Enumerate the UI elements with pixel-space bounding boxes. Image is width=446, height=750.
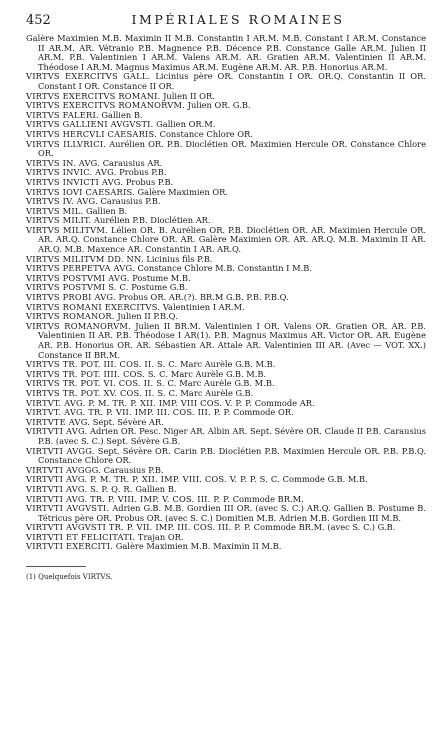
entry-legend: VIRTVS ROMANI EXERCITVS. bbox=[26, 301, 161, 312]
entry-legend: VIRTVTI EXERCITI. bbox=[26, 541, 114, 552]
entry-legend: VIRTVS POSTVMI S. C. bbox=[26, 282, 129, 293]
entry-legend: VIRTVS IN. AVG. bbox=[26, 157, 101, 168]
entry-legend: VIRTVS IOVI CAESARIS. bbox=[26, 186, 135, 197]
entry-text: Valentinien I AR.M. bbox=[162, 301, 245, 312]
catalogue-entry bbox=[26, 447, 426, 466]
entry-legend: VIRTVS PROBI AVG. bbox=[26, 292, 116, 303]
entry-legend: VIRTVT. AVG. P. M. TR. P. XII. IMP. VIII COS. V. P. P. bbox=[26, 397, 253, 408]
catalogue-entry bbox=[26, 427, 426, 446]
entry-legend: VIRTVS MILIT. bbox=[26, 215, 92, 226]
entry-legend: VIRTVS FALERI. bbox=[26, 109, 99, 120]
entry-text: Gallien B. bbox=[135, 483, 177, 494]
entry-legend: VIRTVTI AVG. P. M. TR. P. XII. IMP. VIII. COS. V. P. P. S. C. bbox=[26, 474, 281, 485]
entry-text: Commode BR.M. bbox=[232, 493, 304, 504]
entry-text: Commode BR.M. (avec S. C.) G.B. bbox=[253, 522, 396, 533]
entry-text: Carausius P.B. bbox=[103, 464, 164, 475]
entry-text: Sept. Sévère AR. bbox=[92, 416, 164, 427]
entry-text: Commode G.B. M.B. bbox=[282, 474, 368, 485]
entry-legend: VIRTVTI AVGVSTI TR. P. VII. IMP. III. COS. III. P. P. bbox=[26, 522, 252, 533]
footnote-rule bbox=[26, 566, 86, 567]
entry-text: Licinius père OR. Constantin I OR. OR.Q. Constantin II OR. Constant I OR. Constance II OR. bbox=[38, 71, 426, 91]
catalogue-entry bbox=[26, 226, 426, 255]
entry-legend: VIRTVTI AVG. TR. P. VIII. IMP. V. COS. III. P. P. bbox=[26, 493, 231, 504]
entry-legend: VIRTVS TR. POT. IIII. COS. S. C. bbox=[26, 368, 169, 379]
entry-legend: VIRTVTI AVGG. bbox=[26, 445, 95, 456]
entry-text: Probus P.B. bbox=[125, 176, 174, 187]
entry-text: Lélien OR. B. Aurélien OR. P.B. Dioclétien OR. AR. Maximien Hercule OR. AR. AR.Q. Constance Chlore OR. AR. Galère Maximien OR. AR. AR.Q. M.B. Maximin II AR. AR.Q. M.B. Maxence AR. Constantin I AR. AR.Q. bbox=[38, 224, 427, 255]
entry-legend: VIRTVS EXERCITVS ROMANORVM. bbox=[26, 100, 186, 111]
entry-legend: VIRTVTI AVGVSTI. bbox=[26, 503, 110, 514]
entry-text: Julien OR. G.B. bbox=[187, 100, 251, 111]
catalogue-entry bbox=[26, 504, 426, 523]
entry-legend: VIRTVS IV. AVG. bbox=[26, 196, 98, 207]
entry-text: Sept. Sévère OR. Carin P.B. Dioclétien P.B. Maximien Hercule OR. P.B. P.B.Q. Constance Chlore OR. bbox=[38, 445, 427, 466]
entry-legend: VIRTVTE AVG. bbox=[26, 416, 91, 427]
entry-text: Aurélien P.B. Dioclétien AR. bbox=[93, 215, 211, 226]
catalogue-entry bbox=[26, 322, 426, 360]
entry-legend: VIRTVS TR. POT. III. COS. II. S. C. bbox=[26, 359, 178, 370]
entry-text: Probus P.B. bbox=[119, 167, 167, 178]
entry-text: Adrien OR. Pesc. Niger AR. Albin AR. Sept. Sévère OR. Claude II P.B. Carausius P.B. (avec S. C.) Sept. Sévère G.B. bbox=[38, 426, 426, 446]
entry-legend: VIRTVS PERPETVA AVG. bbox=[26, 263, 135, 274]
entry-legend: VIRTVS INVICTI AVG. bbox=[26, 176, 124, 187]
entry-text: Constance Chlore OR. bbox=[159, 128, 253, 139]
entry-text: Licinius fils P.B. bbox=[146, 253, 213, 264]
entry-legend: VIRTVT. AVG. TR. P. VII. IMP. III. COS. III. P. P. bbox=[26, 407, 231, 418]
entry-text: Galère Maximien M.B. Maximin II M.B. Constantin I AR.M. M.B. Constant I AR.M. Constance II AR.M. AR. Vétranio P.B. Magnence P.B. Décence P.B. Constance Galle AR.M. Julien II AR.M. P.B. Valentinien I AR.M. Valens AR.M. AR. Gratien AR.M. Valentinien II AR.M. Théodose I AR.M. Magnus Maximus AR.M. Eugène AR.M. AR. P.B. Honorius AR.M. bbox=[26, 33, 426, 72]
entry-text: Constance Chlore M.B. Constantin I M.B. bbox=[137, 263, 312, 274]
entry-text: Gallien B. bbox=[85, 205, 128, 216]
catalogue-body bbox=[26, 34, 426, 552]
entry-legend: VIRTVS ROMANOR. bbox=[26, 311, 115, 322]
entry-text: Gallien OR.M. bbox=[156, 119, 216, 130]
entry-text: Carausius AR. bbox=[102, 157, 163, 168]
page-header bbox=[26, 12, 426, 30]
entry-legend: VIRTVTI AVG. bbox=[26, 426, 88, 437]
entry-text: Aurélien OR. P.B. Dioclétien OR. Maximien Hercule OR. Constance Chlore OR. bbox=[38, 138, 426, 159]
entry-legend: VIRTVS GALLIENI AVGVSTI. bbox=[26, 119, 154, 130]
entry-text: Marc Aurèle G.B. M.B. bbox=[179, 378, 275, 389]
catalogue-entry bbox=[26, 72, 426, 91]
entry-text: Postume G.B. bbox=[131, 282, 188, 293]
entry-legend: VIRTVTI ET FELICITATI. bbox=[26, 531, 136, 542]
entry-text: Julien II BR.M. Valentinien I OR. Valens OR. Gratien OR. AR. P.B. Valentinien II AR. P.B. Théodose I AR(1). P.B. Magnus Maximus AR. Victor OR. AR. Eugène AR. P.B. Honorius OR. AR. Sébastien AR. Attale AR. Valentinien III AR. (Avec — VOT. XX.) Constance II BR.M. bbox=[38, 320, 427, 360]
entry-legend: VIRTVS MILITVM DD. NN. bbox=[26, 253, 144, 264]
entry-text: Probus OR. AR.(?). BR.M G.B. P.B. P.B.Q. bbox=[118, 292, 289, 303]
entry-legend: VIRTVTI AVG. S. P. Q. R. bbox=[26, 483, 133, 494]
entry-legend: VIRTVS INVIC. AVG. bbox=[26, 167, 117, 178]
entry-text: Postume M.B. bbox=[132, 272, 191, 283]
running-head: IMPÉRIALES ROMAINES bbox=[131, 12, 345, 27]
entry-legend: VIRTVS TR. POT. XV. COS. II. S. C. bbox=[26, 387, 178, 398]
entry-legend: VIRTVS TR. POT. VI. COS. II. S. C. bbox=[26, 378, 177, 389]
entry-legend: VIRTVS POSTVMI AVG. bbox=[26, 272, 130, 283]
entry-text: Julien II OR. bbox=[163, 90, 215, 101]
catalogue-entry bbox=[26, 542, 426, 552]
entry-text: Marc Aurèle G.B. M.B. bbox=[170, 368, 267, 379]
entry-text: Marc Aurèle G.B. bbox=[180, 387, 254, 398]
entry-text: Carausius P.B. bbox=[100, 196, 161, 207]
entry-legend: VIRTVS ILLVRICI. bbox=[26, 138, 107, 149]
entry-text: Commode OR. bbox=[233, 407, 294, 418]
entry-legend: VIRTVS EXERCITVS GALL. bbox=[26, 71, 151, 82]
entry-legend: VIRTVS MIL. bbox=[26, 205, 84, 216]
entry-legend: VIRTVS ROMANORVM. bbox=[26, 320, 131, 331]
entry-text: Marc Aurèle G.B. M.B. bbox=[180, 359, 276, 370]
entry-legend: VIRTVS HERCVLI CAESARIS. bbox=[26, 128, 157, 139]
entry-text: Julien II P.B.Q. bbox=[117, 311, 178, 322]
entry-text: Galère Maximien M.B. Maximin II M.B. bbox=[115, 541, 282, 552]
footnote: (1) Quelquefois VIRTVS. bbox=[26, 573, 113, 582]
entry-legend: VIRTVTI AVGGG. bbox=[26, 464, 101, 475]
entry-text: Trajan OR. bbox=[137, 531, 184, 542]
entry-text: Adrien G.B. M.B. Gordien III OR. (avec S. C.) AR.Q. Gallien B. Postume B. Tétricus père OR. Probus OR. (avec S. C.) Domitien M.B. Adrien M.B. Gordien III M.B. bbox=[38, 503, 426, 523]
catalogue-entry bbox=[26, 140, 426, 159]
entry-legend: VIRTVS MILITVM. bbox=[26, 224, 108, 235]
catalogue-entry bbox=[26, 34, 426, 72]
entry-text: Gallien B. bbox=[101, 109, 143, 120]
entry-text: Commode AR. bbox=[254, 397, 315, 408]
entry-legend: VIRTVS EXERCITVS ROMANI. bbox=[26, 90, 161, 101]
entry-text: Galère Maximien OR. bbox=[137, 186, 229, 197]
page-number: 452 bbox=[26, 13, 51, 28]
